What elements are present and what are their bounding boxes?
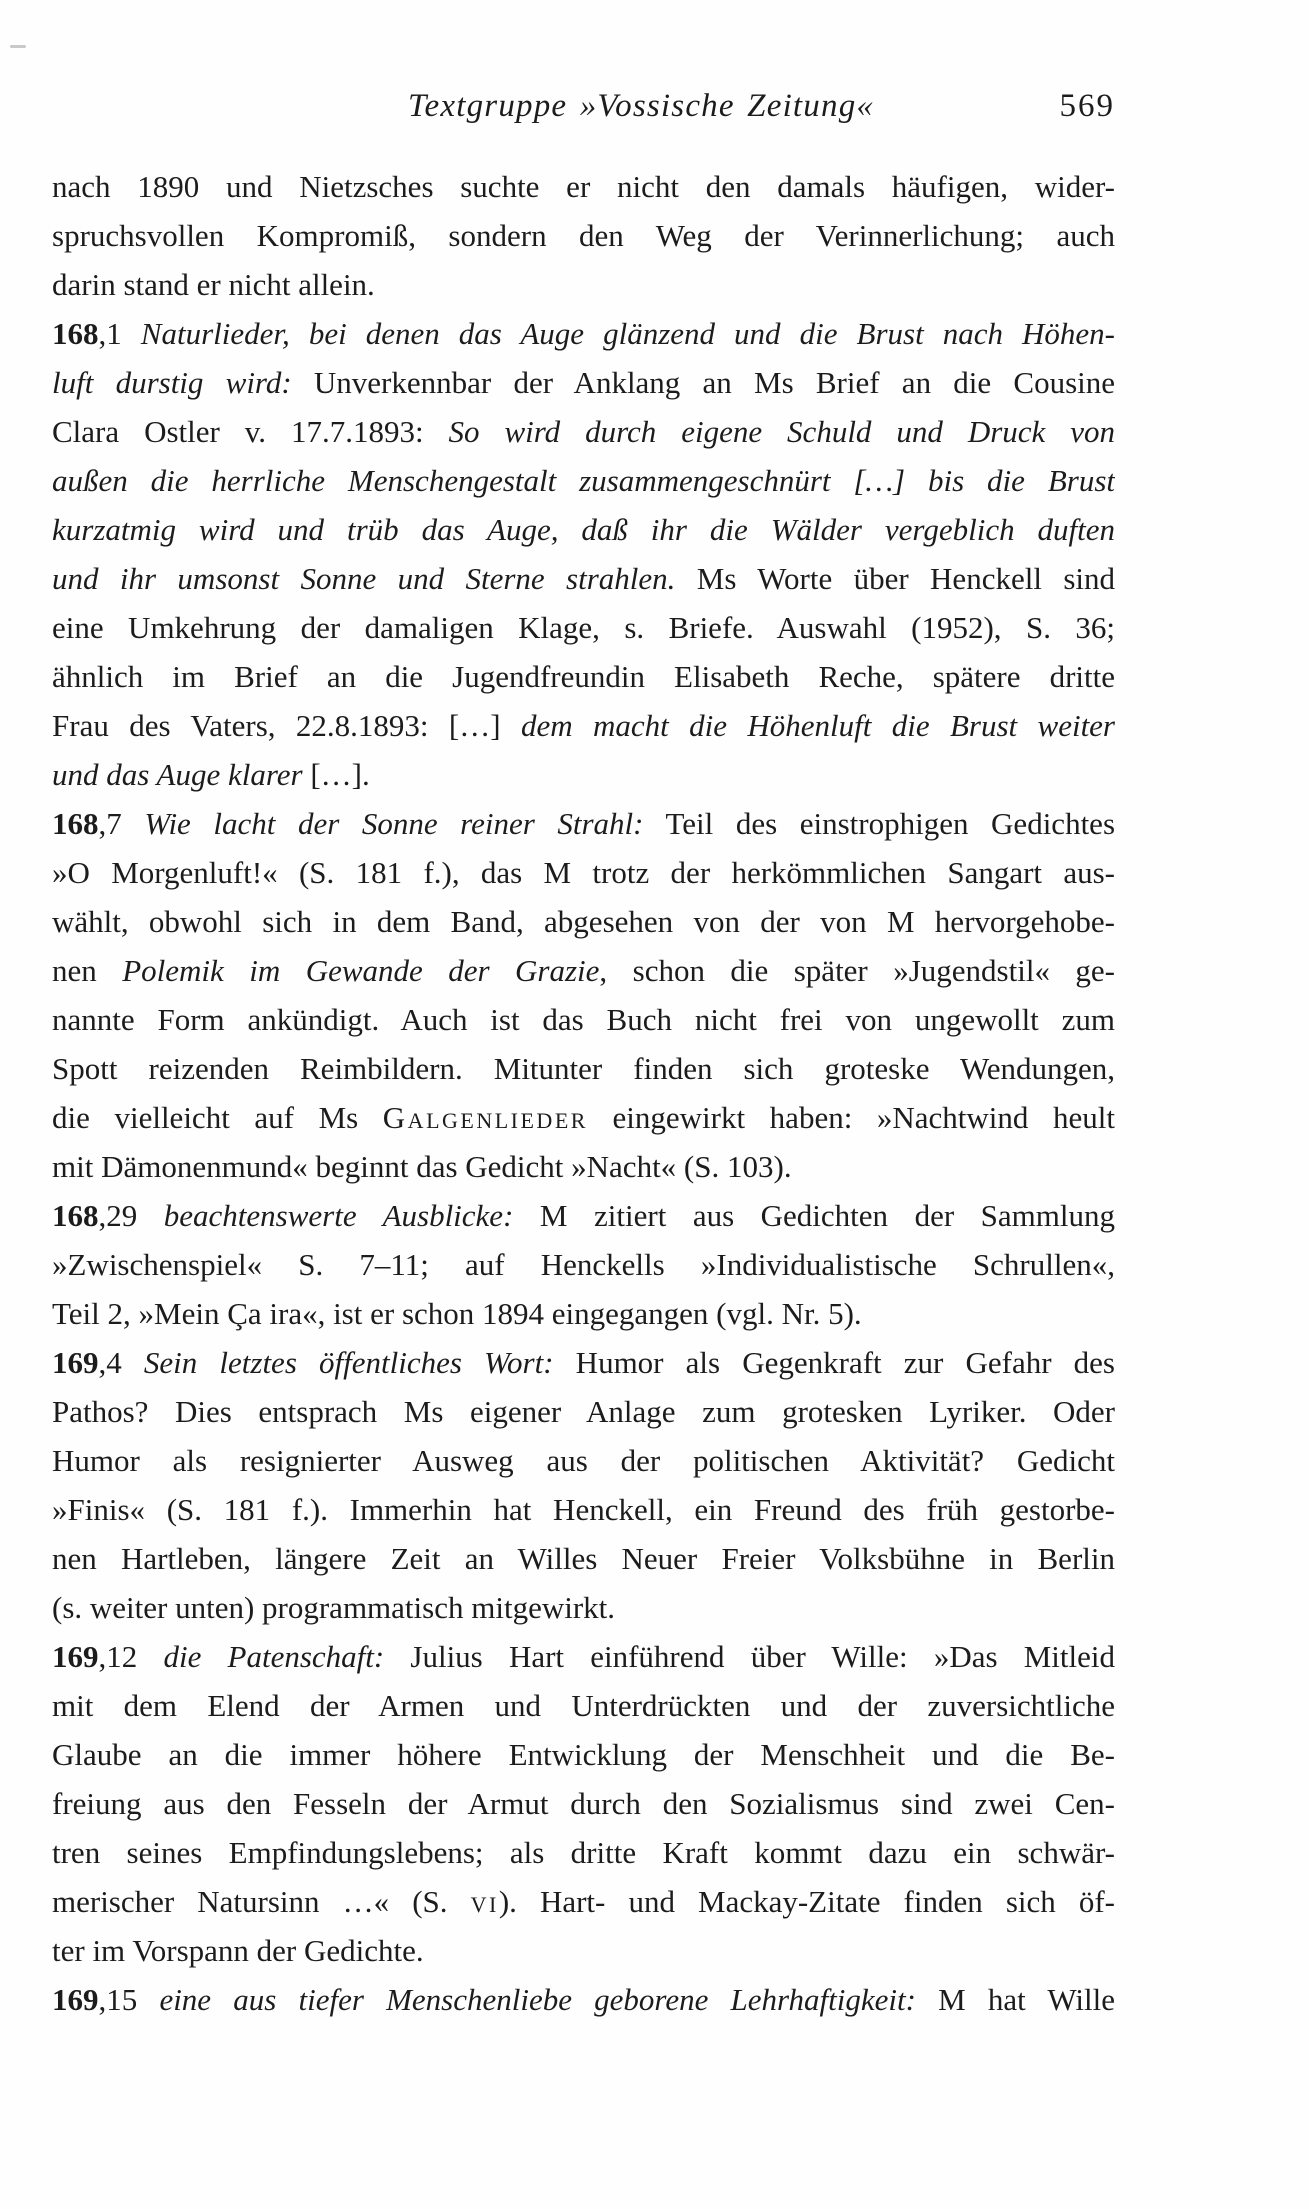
text-line [52, 554, 1115, 603]
text-line [52, 652, 1115, 701]
text-line [52, 1975, 1115, 2024]
text-line [52, 1191, 1115, 1240]
text-run: eine aus tiefer Menschenliebe geborene Lehrhaftigkeit: [159, 1982, 916, 2017]
text-line [52, 211, 1115, 260]
text-run: M zitiert aus Gedichten der Sammlung [513, 1198, 1115, 1233]
page-number: 569 [1059, 88, 1115, 124]
text-line [52, 1240, 1115, 1289]
text-line [52, 1828, 1115, 1877]
text-run: die vielleicht auf Ms [52, 1100, 383, 1135]
text-run: vi [470, 1884, 499, 1919]
text-run: wählt, obwohl sich in dem Band, abgesehen von der von M hervorgehobe- [52, 904, 1115, 939]
text-run: die Patenschaft: [163, 1639, 385, 1674]
text-line [52, 1681, 1115, 1730]
text-line [52, 1338, 1115, 1387]
text-run: So wird durch eigene Schuld und Druck von [448, 414, 1115, 449]
text-run: spruchsvollen Kompromiß, sondern den Weg der Verinnerlichung; auch [52, 218, 1115, 253]
text-run: nen Hartleben, längere Zeit an Willes Neuer Freier Volksbühne in Berlin [52, 1541, 1115, 1576]
text-line [52, 750, 1115, 799]
text-run: »O Morgenluft!« (S. 181 f.), das M trotz der herkömmlichen Sangart aus- [52, 855, 1115, 890]
text-run: ,1 [98, 316, 141, 351]
text-run: Spott reizenden Reimbildern. Mitunter finden sich groteske Wendungen, [52, 1051, 1115, 1086]
text-run: 168 [52, 316, 99, 351]
text-run: merischer Natursinn …« (S. [52, 1884, 471, 1919]
text-run: Polemik im Gewande der Grazie [122, 953, 600, 988]
text-line [52, 1142, 1115, 1191]
text-run: 169 [52, 1639, 99, 1674]
text-line [52, 1093, 1115, 1142]
running-head-title: Textgruppe »Vossische Zeitung« [408, 88, 875, 124]
text-line [52, 1632, 1115, 1681]
text-run: 168 [52, 806, 99, 841]
scan-artifact-mark [10, 45, 26, 48]
text-run: ,12 [98, 1639, 164, 1674]
text-line [52, 1779, 1115, 1828]
text-run: mit dem Elend der Armen und Unterdrückten und der zuversichtliche [52, 1688, 1115, 1723]
text-run: Humor als resignierter Ausweg aus der politischen Aktivität? Gedicht [52, 1443, 1115, 1478]
text-run: Clara Ostler v. 17.7.1893: [52, 414, 449, 449]
text-line [52, 701, 1115, 750]
text-run: nen [52, 953, 123, 988]
text-line [52, 162, 1115, 211]
paragraph [52, 162, 1115, 309]
text-line [52, 946, 1115, 995]
body-text [52, 162, 1115, 2024]
text-run: tren seines Empfindungslebens; als dritte Kraft kommt dazu ein schwär- [52, 1835, 1115, 1870]
running-head [52, 88, 1115, 138]
text-run: nach 1890 und Nietzsches suchte er nicht den damals häufigen, wider- [52, 169, 1115, 204]
text-run: beachtenswerte Ausblicke: [163, 1198, 514, 1233]
text-run: »Zwischenspiel« S. 7–11; auf Henckells »Individualistische Schrullen«, [52, 1247, 1115, 1282]
text-run: 169 [52, 1345, 99, 1380]
text-line [52, 848, 1115, 897]
text-run: ter im Vorspann der Gedichte. [52, 1933, 424, 1968]
text-run: ,4 [98, 1345, 144, 1380]
text-run: Teil 2, »Mein Ça ira«, ist er schon 1894 eingegangen (vgl. Nr. 5). [52, 1296, 862, 1331]
paragraph [52, 799, 1115, 1191]
text-line [52, 1583, 1115, 1632]
text-run: Sein letztes öffentliches Wort: [143, 1345, 554, 1380]
text-run: ,29 [98, 1198, 164, 1233]
text-line [52, 1387, 1115, 1436]
text-run: 169 [52, 1982, 99, 2017]
text-run: Humor als Gegenkraft zur Gefahr des [553, 1345, 1115, 1380]
text-line [52, 603, 1115, 652]
text-line [52, 456, 1115, 505]
text-line [52, 358, 1115, 407]
paragraph [52, 1191, 1115, 1338]
text-run: Naturlieder, bei denen das Auge glänzend und die Brust nach Höhen- [140, 316, 1115, 351]
text-run: Teil des einstrophigen Gedichtes [643, 806, 1115, 841]
text-run: Glaube an die immer höhere Entwicklung der Menschheit und die Be- [52, 1737, 1115, 1772]
text-run: mit Dämonenmund« beginnt das Gedicht »Nacht« (S. 103). [52, 1149, 792, 1184]
text-run: 168 [52, 1198, 99, 1233]
text-run: luft durstig wird: [52, 365, 292, 400]
text-run: darin stand er nicht allein. [52, 267, 375, 302]
text-run: ,15 [98, 1982, 160, 2017]
text-run: ). Hart- und Mackay-Zitate finden sich öf- [498, 1884, 1115, 1919]
text-run: Galgenlieder [382, 1100, 588, 1135]
text-run: dem macht die Höhenluft die Brust weiter [520, 708, 1115, 743]
text-run: Frau des Vaters, 22.8.1893: […] [52, 708, 521, 743]
text-line [52, 505, 1115, 554]
text-line [52, 1485, 1115, 1534]
text-run: »Finis« (S. 181 f.). Immerhin hat Henckell, ein Freund des früh gestorbe- [52, 1492, 1115, 1527]
text-run: (s. weiter unten) programmatisch mitgewirkt. [52, 1590, 616, 1625]
text-line [52, 1289, 1115, 1338]
text-line [52, 799, 1115, 848]
text-run: Pathos? Dies entsprach Ms eigener Anlage zum grotesken Lyriker. Oder [52, 1394, 1115, 1429]
text-run: Wie lacht der Sonne reiner Strahl: [144, 806, 644, 841]
text-line [52, 407, 1115, 456]
paragraph [52, 309, 1115, 799]
text-line [52, 1044, 1115, 1093]
text-run: Julius Hart einführend über Wille: »Das Mitleid [384, 1639, 1115, 1674]
text-run: und das Auge klarer [52, 757, 311, 792]
text-run: außen die herrliche Menschengestalt zusammengeschnürt […] bis die Brust [52, 463, 1115, 498]
paragraph [52, 1338, 1115, 1632]
text-run: , schon die später »Jugendstil« ge- [599, 953, 1115, 988]
text-run: nannte Form ankündigt. Auch ist das Buch nicht frei von ungewollt zum [52, 1002, 1115, 1037]
text-run: […]. [310, 757, 370, 792]
text-run: eine Umkehrung der damaligen Klage, s. Briefe. Auswahl (1952), S. 36; [52, 610, 1115, 645]
text-run: ,7 [98, 806, 145, 841]
text-line [52, 309, 1115, 358]
text-line [52, 260, 1115, 309]
text-run: M hat Wille [915, 1982, 1115, 2017]
text-line [52, 1436, 1115, 1485]
text-line [52, 1877, 1115, 1926]
paragraph [52, 1632, 1115, 1975]
text-run: und ihr umsonst Sonne und Sterne strahlen. [52, 561, 676, 596]
text-run: Unverkennbar der Anklang an Ms Brief an die Cousine [291, 365, 1115, 400]
paragraph [52, 1975, 1115, 2024]
text-run: eingewirkt haben: »Nachtwind heult [587, 1100, 1115, 1135]
text-line [52, 1730, 1115, 1779]
text-run: kurzatmig wird und trüb das Auge, daß ihr die Wälder vergeblich duften [52, 512, 1115, 547]
text-run: freiung aus den Fesseln der Armut durch den Sozialismus sind zwei Cen- [52, 1786, 1115, 1821]
text-line [52, 1926, 1115, 1975]
text-run: Ms Worte über Henckell sind [675, 561, 1115, 596]
text-run: ähnlich im Brief an die Jugendfreundin Elisabeth Reche, spätere dritte [52, 659, 1115, 694]
text-line [52, 995, 1115, 1044]
text-line [52, 1534, 1115, 1583]
text-line [52, 897, 1115, 946]
